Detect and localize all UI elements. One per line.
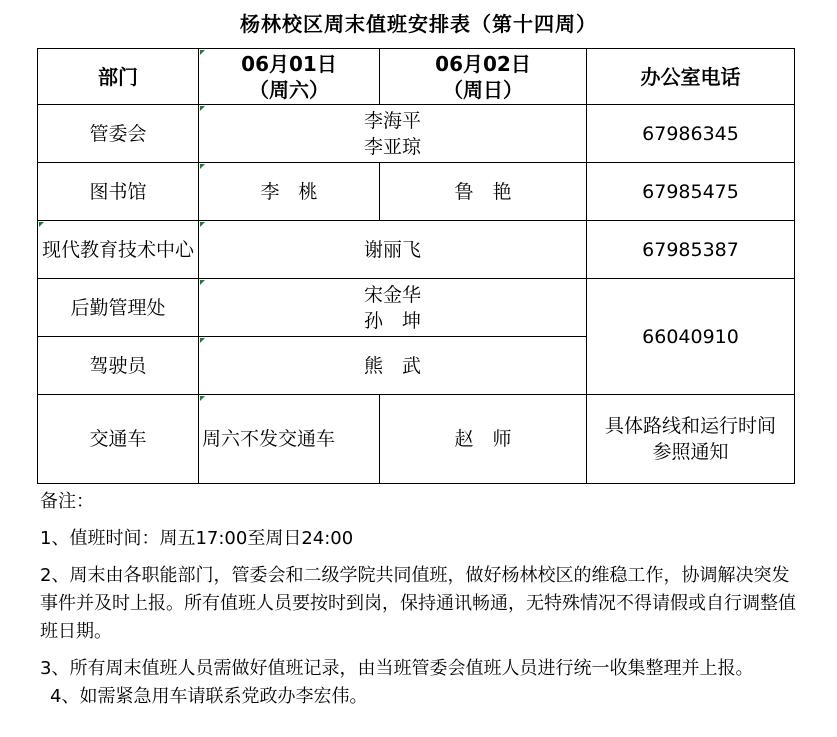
dept-cell: 驾驶员 xyxy=(38,337,199,395)
header-day2 xyxy=(380,49,587,105)
table-header-row xyxy=(38,49,795,105)
header-day1-date: 06月01日 xyxy=(241,51,337,76)
phone-cell xyxy=(587,395,795,484)
duty-name: 李海平 xyxy=(363,109,421,132)
duty-name: 李亚琼 xyxy=(363,135,421,158)
dept-cell: 管委会 xyxy=(38,105,199,163)
phone-cell: 66040910 xyxy=(587,279,795,395)
header-dept: 部门 xyxy=(38,49,199,105)
note-item: 3、所有周末值班人员需做好值班记录，由当班管委会值班人员进行统一收集整理并上报。 xyxy=(40,658,754,679)
phone-cell: 67986345 xyxy=(587,105,795,163)
phone-cell: 67985387 xyxy=(587,221,795,279)
duty-name: 孙 坤 xyxy=(363,309,421,332)
duty-cell xyxy=(199,105,587,163)
duty-cell: 谢丽飞 xyxy=(199,221,587,279)
dept-cell: 图书馆 xyxy=(38,163,199,221)
table-row xyxy=(38,395,795,484)
phone-cell: 67985475 xyxy=(587,163,795,221)
header-phone: 办公室电话 xyxy=(587,49,795,105)
notes-section xyxy=(40,488,800,711)
note-item: 2、周末由各职能部门，管委会和二级学院共同值班，做好杨林校区的维稳工作，协调解决突发事件并及时上报。所有值班人员要按时到岗，保持通讯畅通，无特殊情况不得请假或自行调整值班日期。 xyxy=(40,565,796,642)
header-day1-week: （周六） xyxy=(249,77,329,102)
duty-name: 宋金华 xyxy=(363,283,421,306)
duty-cell-day1: 李 桃 xyxy=(199,163,380,221)
route-note-line1: 具体路线和运行时间 xyxy=(604,415,776,437)
duty-cell-day1: 周六不发交通车 xyxy=(199,395,380,484)
table-row xyxy=(38,221,795,279)
dept-cell: 交通车 xyxy=(38,395,199,484)
page-title: 杨林校区周末值班安排表（第十四周） xyxy=(240,12,597,36)
duty-cell-day2: 赵 师 xyxy=(380,395,587,484)
note-item: 1、值班时间：周五17:00至周日24:00 xyxy=(40,528,354,549)
header-day2-date: 06月02日 xyxy=(435,51,531,76)
table-row xyxy=(38,279,795,337)
table-row xyxy=(38,163,795,221)
header-day1 xyxy=(199,49,380,105)
table-row xyxy=(38,105,795,163)
notes-heading: 备注： xyxy=(40,491,94,512)
duty-schedule-table xyxy=(37,48,795,484)
header-day2-week: （周日） xyxy=(443,77,523,102)
duty-cell xyxy=(199,279,587,337)
duty-cell-day2: 鲁 艳 xyxy=(380,163,587,221)
note-item: 4、如需紧急用车请联系党政办李宏伟。 xyxy=(50,686,368,707)
route-note-line2: 参照通知 xyxy=(652,441,729,463)
dept-cell: 后勤管理处 xyxy=(38,279,199,337)
duty-cell: 熊 武 xyxy=(199,337,587,395)
dept-cell: 现代教育技术中心 xyxy=(38,221,199,279)
